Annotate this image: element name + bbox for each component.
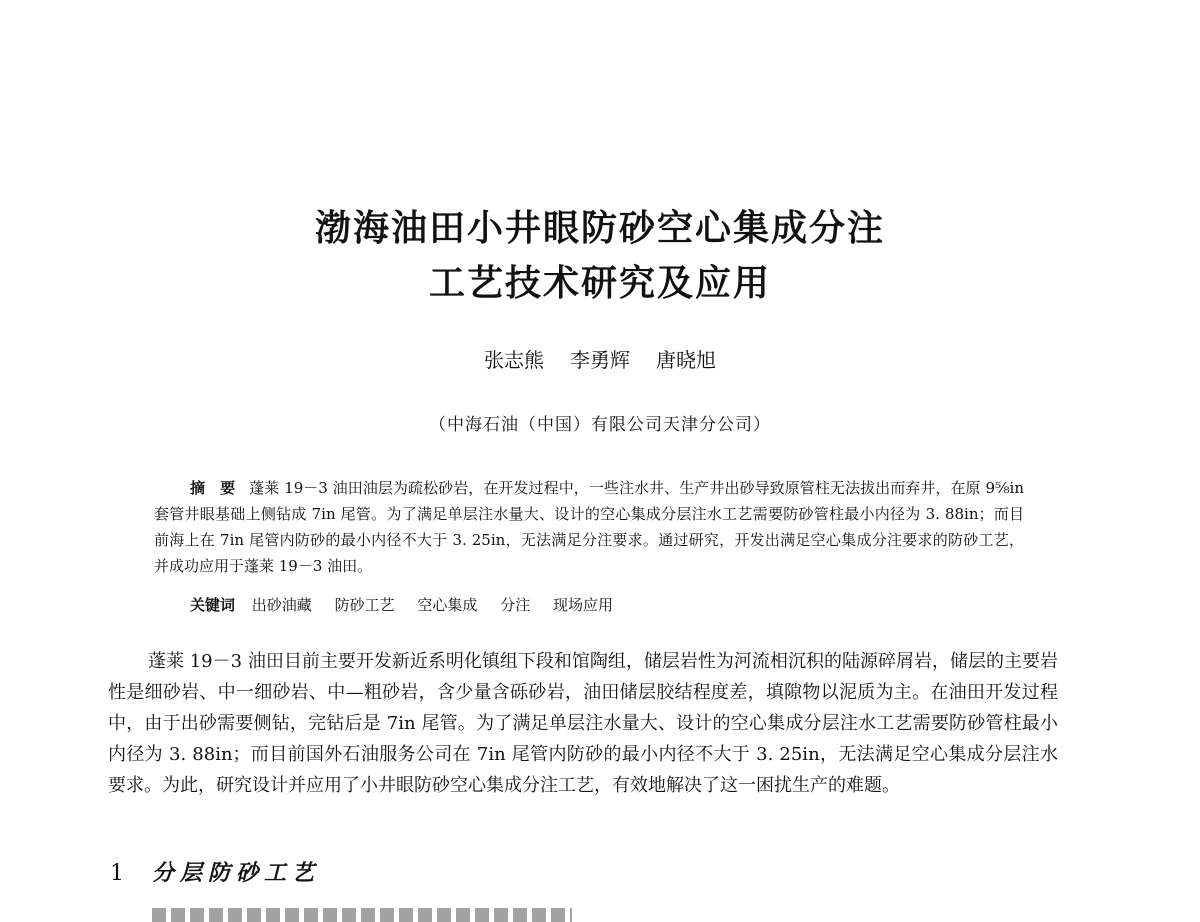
affiliation: （中海石油（中国）有限公司天津分公司） [429, 415, 771, 435]
keyword: 现场应用 [552, 596, 613, 614]
abstract [154, 475, 1024, 579]
keyword: 分注 [500, 596, 531, 614]
abstract-text: 蓬莱 19－3 油田油层为疏松砂岩，在开发过程中，一些注水井、生产井出砂导致原管柱无法拔出而弃井，在原 9⅝in 套管井眼基础上侧钻成 7in 尾管。为了满足单层注水量大、设计的空心集成分层注水工艺需要防砂管柱最小内径为 3. 88in；而目前海上在 7in 尾管内防砂的最小内径不大于 3. 25in，无法满足分注要求。通过研究，开发出满足空心集成分注要求的防砂工艺，并成功应用于蓬莱 19－3 油田。 [154, 479, 1024, 575]
keyword: 防砂工艺 [334, 596, 395, 614]
paper-title-line-2: 工艺技术研究及应用 [428, 263, 771, 304]
author-name: 张志熊 [484, 348, 544, 372]
paper-title-line-1: 渤海油田小井眼防砂空心集成分注 [314, 208, 885, 249]
keyword: 空心集成 [417, 596, 478, 614]
keywords-label: 关键词 [190, 596, 236, 614]
abstract-label: 摘 要 [190, 479, 236, 497]
section-title: 分层防砂工艺 [152, 861, 321, 886]
author-list [0, 346, 1200, 374]
section-number: 1 [110, 861, 124, 886]
keyword: 出砂油藏 [251, 596, 312, 614]
keywords [190, 592, 1020, 618]
intro-paragraph: 蓬莱 19－3 油田目前主要开发新近系明化镇组下段和馆陶组，储层岩性为河流相沉积的陆源碎屑岩，储层的主要岩性是细砂岩、中一细砂岩、中—粗砂岩，含少量含砾砂岩，油田储层胶结程度差，填隙物以泥质为主。在油田开发过程中，由于出砂需要侧钻，完钻后是 7in 尾管。为了满足单层注水量大、设计的空心集成分层注水工艺需要防砂管柱最小内径为 3. 88in；而目前国外石油服务公司在 7in 尾管内防砂的最小内径不大于 3. 25in，无法满足空心集成分层注水要求。为此，研究设计并应用了小井眼防砂空心集成分注工艺，有效地解决了这一困扰生产的难题。 [108, 651, 1058, 796]
section-heading [110, 858, 320, 890]
author-name: 李勇辉 [570, 348, 630, 372]
author-name: 唐晓旭 [656, 348, 716, 372]
